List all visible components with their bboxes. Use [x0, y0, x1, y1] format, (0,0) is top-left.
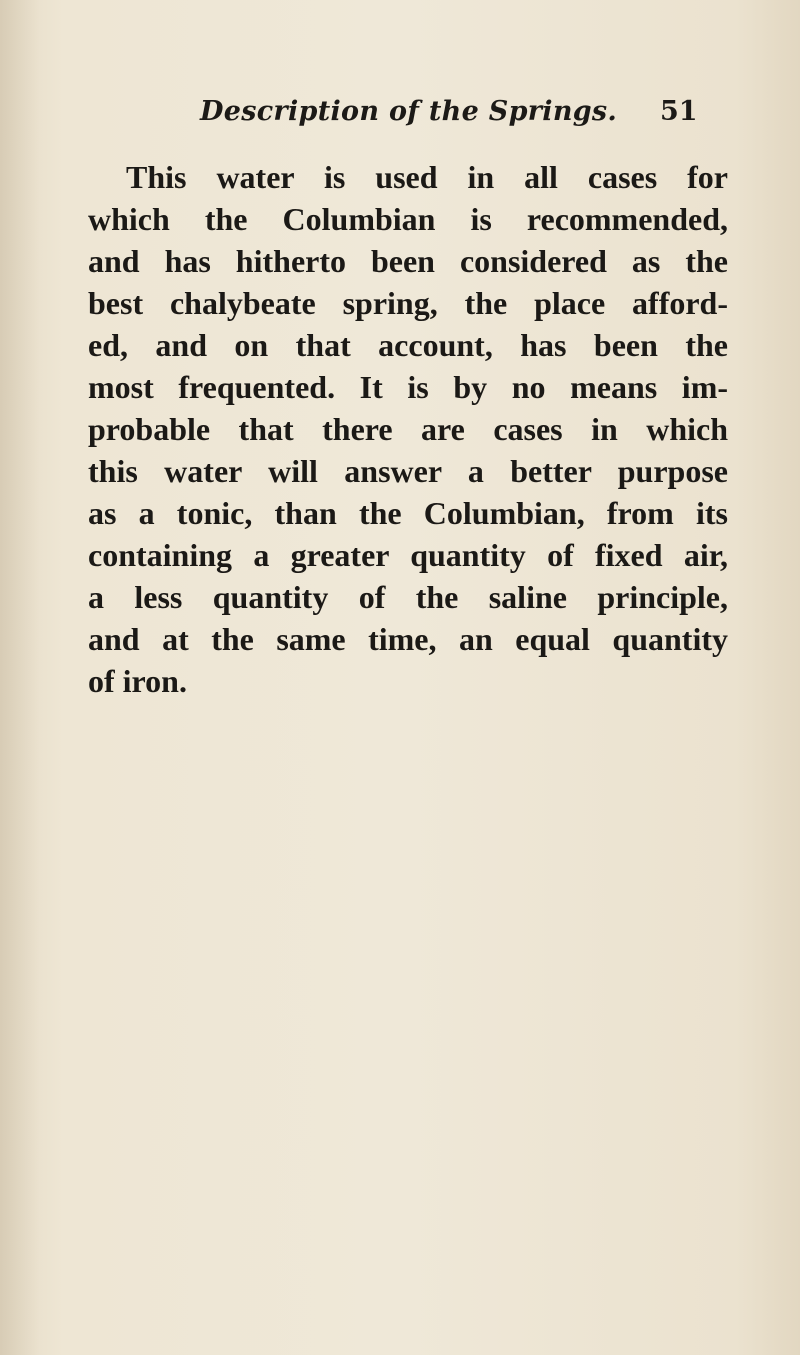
page-number: 51: [660, 96, 698, 127]
text-line: most frequented. It is by no means im-: [88, 369, 728, 405]
running-head: [200, 86, 720, 142]
text-line: probable that there are cases in which: [88, 411, 728, 447]
text-line: this water will answer a better purpose: [88, 453, 728, 489]
text-line: a less quantity of the saline principle,: [88, 579, 728, 615]
text-line: and at the same time, an equal quantity: [88, 621, 728, 657]
body-paragraph: [88, 156, 728, 702]
text-line: of iron.: [88, 663, 187, 699]
text-line: best chalybeate spring, the place afford-: [88, 285, 728, 321]
text-line: and has hitherto been considered as the: [88, 243, 728, 279]
text-line: containing a greater quantity of fixed air,: [88, 537, 728, 573]
text-line: ed, and on that account, has been the: [88, 327, 728, 363]
text-line: which the Columbian is recommended,: [88, 201, 728, 237]
text-line: This water is used in all cases for: [126, 159, 728, 195]
running-head-title: Description of the Springs.: [200, 96, 618, 127]
text-line: as a tonic, than the Columbian, from its: [88, 495, 728, 531]
page-gutter-shadow: [0, 0, 40, 1355]
